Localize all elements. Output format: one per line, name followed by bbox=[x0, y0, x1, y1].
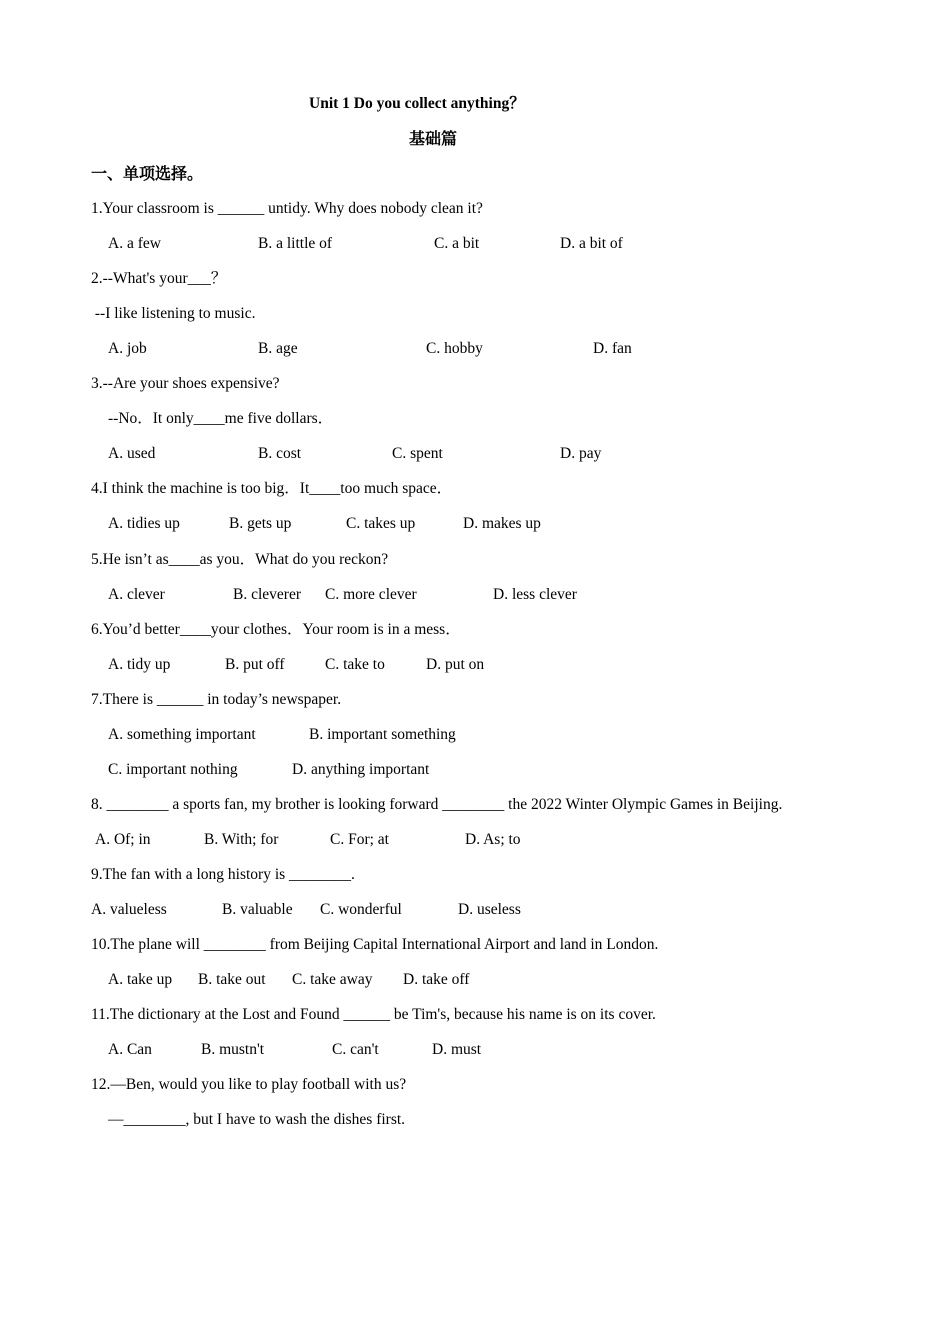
q9-option-c: C. wonderful bbox=[320, 901, 402, 918]
q7-option-b: B. important something bbox=[309, 726, 456, 743]
q10-option-c: C. take away bbox=[292, 971, 373, 988]
q8-option-a: A. Of; in bbox=[95, 831, 151, 848]
q6-option-a: A. tidy up bbox=[108, 656, 171, 673]
q8-option-c: C. For; at bbox=[330, 831, 389, 848]
q10-option-b: B. take out bbox=[198, 971, 266, 988]
q7-option-a: A. something important bbox=[108, 726, 256, 743]
q11-option-c: C. can't bbox=[332, 1041, 379, 1058]
q5-option-a: A. clever bbox=[108, 586, 165, 603]
q4-option-b: B. gets up bbox=[229, 515, 292, 532]
q6-option-b: B. put off bbox=[225, 656, 285, 673]
q3-option-a: A. used bbox=[108, 445, 156, 462]
q11-option-d: D. must bbox=[432, 1041, 482, 1058]
q1-option-b: B. a little of bbox=[258, 235, 333, 252]
question-7: 7.There is ______ in today’s newspaper. bbox=[91, 691, 342, 708]
q5-option-d: D. less clever bbox=[493, 586, 577, 603]
question-6: 6.You’d better____your clothes．Your room is in a mess． bbox=[91, 621, 461, 638]
q5-option-b: B. cleverer bbox=[233, 586, 301, 603]
question-2-answer-line: --I like listening to music. bbox=[91, 305, 256, 322]
question-2: 2.--What's your___？ bbox=[91, 270, 227, 287]
q8-option-b: B. With; for bbox=[204, 831, 279, 848]
question-3-answer-line: --No．It only____me five dollars． bbox=[108, 410, 334, 427]
question-1: 1.Your classroom is ______ untidy. Why does nobody clean it? bbox=[91, 200, 483, 217]
question-8: 8. ________ a sports fan, my brother is looking forward ________ the 2022 Winter Olympic Games in Beijing. bbox=[91, 796, 783, 813]
q1-option-a: A. a few bbox=[108, 235, 161, 252]
page-title: Unit 1 Do you collect anything？ bbox=[309, 95, 525, 112]
q3-option-c: C. spent bbox=[392, 445, 443, 462]
q2-option-c: C. hobby bbox=[426, 340, 483, 357]
q9-option-b: B. valuable bbox=[222, 901, 293, 918]
q9-option-a: A. valueless bbox=[91, 901, 167, 918]
question-11: 11.The dictionary at the Lost and Found ______ be Tim's, because his name is on its cover. bbox=[91, 1006, 656, 1023]
q7-option-d: D. anything important bbox=[292, 761, 430, 778]
q1-option-d: D. a bit of bbox=[560, 235, 623, 252]
q4-option-c: C. takes up bbox=[346, 515, 416, 532]
page-subtitle: 基础篇 bbox=[409, 129, 458, 148]
question-12: 12.—Ben, would you like to play football with us? bbox=[91, 1076, 407, 1093]
question-3: 3.--Are your shoes expensive? bbox=[91, 375, 280, 392]
q4-option-a: A. tidies up bbox=[108, 515, 180, 532]
q2-option-a: A. job bbox=[108, 340, 147, 357]
question-9: 9.The fan with a long history is ________. bbox=[91, 866, 355, 883]
question-10: 10.The plane will ________ from Beijing Capital International Airport and land in London. bbox=[91, 936, 659, 953]
q11-option-a: A. Can bbox=[108, 1041, 152, 1058]
question-4: 4.I think the machine is too big．It____too much space． bbox=[91, 480, 453, 497]
q6-option-c: C. take to bbox=[325, 656, 385, 673]
q7-option-c: C. important nothing bbox=[108, 761, 238, 778]
section-heading: 一、单项选择。 bbox=[91, 164, 204, 183]
q2-option-d: D. fan bbox=[593, 340, 632, 357]
q8-option-d: D. As; to bbox=[465, 831, 521, 848]
q4-option-d: D. makes up bbox=[463, 515, 541, 532]
q11-option-b: B. mustn't bbox=[201, 1041, 265, 1058]
q9-option-d: D. useless bbox=[458, 901, 521, 918]
q6-option-d: D. put on bbox=[426, 656, 485, 673]
q3-option-b: B. cost bbox=[258, 445, 302, 462]
q3-option-d: D. pay bbox=[560, 445, 602, 462]
q10-option-d: D. take off bbox=[403, 971, 470, 988]
question-12-answer-line: —________, but I have to wash the dishes first. bbox=[108, 1111, 406, 1128]
q2-option-b: B. age bbox=[258, 340, 298, 357]
q10-option-a: A. take up bbox=[108, 971, 173, 988]
q1-option-c: C. a bit bbox=[434, 235, 480, 252]
q5-option-c: C. more clever bbox=[325, 586, 417, 603]
question-5: 5.He isn’t as____as you．What do you reckon? bbox=[91, 551, 389, 568]
